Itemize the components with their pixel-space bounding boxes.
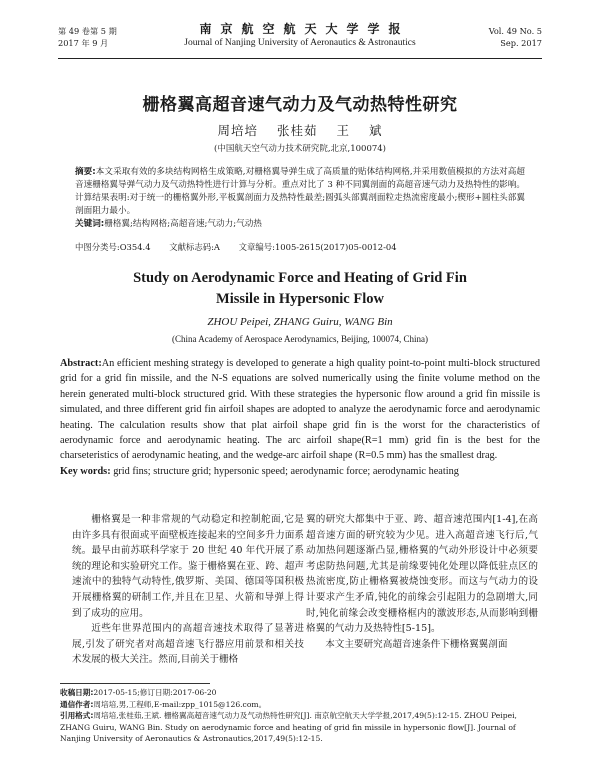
citation-label: 引用格式: — [60, 711, 94, 720]
classification-row — [75, 241, 525, 253]
header-center — [58, 22, 542, 49]
abstract-cn — [75, 166, 525, 218]
footnotes — [60, 687, 540, 745]
keywords-en-text: grid fins; structure grid; hypersonic speed; aerodynamic force; aerodynamic heating — [113, 465, 459, 477]
journal-name-cn: 南京航空航天大学学报 — [199, 22, 410, 36]
body-paragraph: 近些年世界范围内的高超音速技术取得了显著进展,引发了研究者对高超音速飞行器应用前景和相关技术发展的极大关注。然而,目前关于栅格 — [72, 623, 304, 666]
article-number: 文章编号:1005-2615(2017)05-0012-04 — [238, 242, 397, 252]
footnote-author — [60, 699, 540, 711]
footnote-citation — [60, 710, 540, 745]
header-rule — [58, 58, 542, 59]
received-dates: 2017-05-15;修订日期:2017-06-20 — [93, 688, 217, 697]
authors-en: ZHOU Peipei, ZHANG Guiru, WANG Bin — [207, 316, 393, 328]
keywords-en-label: Key words: — [60, 465, 111, 477]
date-cn: 2017 年 9 月 — [58, 37, 109, 48]
author-contact: 周培培,男,工程师,E-mail:zpp_1015@126.com。 — [93, 699, 267, 709]
date-en: Sep. 2017 — [500, 37, 542, 48]
abstract-en — [60, 356, 540, 464]
keywords-cn-text: 栅格翼;结构网格;高超音速;气动力;气动热 — [104, 219, 262, 229]
footnote-rule — [60, 683, 210, 684]
abstract-en-label: Abstract: — [60, 358, 102, 369]
keywords-cn — [75, 218, 525, 231]
abstract-cn-block — [75, 166, 525, 231]
header-right — [489, 26, 542, 49]
keywords-cn-label: 关键词: — [75, 219, 105, 229]
body-paragraph: 栅格翼是一种非常规的气动稳定和控制舵面,它是由许多具有很面或平面壁板连接起来的空间多升力面系统。最早由前苏联科学家于 20 世纪 40 年代开展了系统的理论和实验研究工作。鉴于栅格翼在亚、跨、超声速流中的独特气动特性,俄罗斯、美国、德国等国积极开展栅格翼的研制工作,并且在卫星、火箭和导弹上得到了成功的应用。 — [72, 514, 304, 619]
abstract-cn-label: 摘要: — [75, 167, 96, 177]
journal-name-en: Journal of Nanjing University of Aeronautics & Astronautics — [184, 38, 416, 48]
citation-text: 周培培,张桂茹,王斌. 栅格翼高超音速气动力及气动热特性研究[J]. 南京航空航天大学学报,2017,49(5):12-15. ZHOU Peipei, ZHANG Guiru, WANG Bin. Study on aerodynamic force and heating of grid fin missile in hypersonic flow[J]. Journal of Nanjing University of Aeronautics & Astronautics,2017,49(5):12-15. — [60, 711, 517, 743]
author-label: 通信作者: — [60, 699, 94, 709]
title-cn: 栅格翼高超音速气动力及气动热特性研究 — [142, 95, 458, 115]
abstract-cn-text: 本文采取有效的多块结构网格生成策略,对栅格翼导弹生成了高质量的贴体结构网格,并采用数值模拟的方法对高超音速栅格翼导弹气动力及气动热特性进行计算与分析。重点对比了 3 种不同翼剖面的高超音速气动力及热特性的影响。计算结果表明:对于统一的栅格翼外形,平板翼剖面力及热特性最差;圆弧头部翼剖面粒走热流密度最小;楔形+圆柱头部翼剖面阻力最小。 — [75, 167, 526, 216]
body-column-left — [72, 512, 304, 668]
title-en — [0, 268, 600, 310]
title-en-line2: Missile in Hypersonic Flow — [216, 291, 384, 307]
received-label: 收稿日期: — [60, 688, 94, 697]
volume-cn: 第 49 卷第 5 期 — [58, 26, 117, 36]
clc-number: 中图分类号:O354.4 — [75, 242, 151, 252]
body-paragraph: 本文主要研究高超音速条件下栅格翼翼剖面 — [325, 638, 508, 650]
authors-cn: 周培培 张桂茹 王 斌 — [217, 123, 383, 138]
document-code: 文献标志码:A — [169, 242, 220, 252]
footnote-received — [60, 687, 540, 699]
keywords-en — [60, 464, 540, 479]
affiliation-cn: (中国航天空气动力技术研究院,北京,100074) — [214, 144, 386, 154]
abstract-en-text: An efficient meshing strategy is developed to generate a high quality point-to-point multi-block structured grid for a grid fin missile, and the N-S equations are solved numerically using the finite volume method on the herein generated multi-block structured grid. With these strategies the hypersonic flow around a grid fin missile is simulated, and three different grid fin airfoil shapes are adopted to analyze the aerodynamic force and aerodynamic heating. The calculation results show that plat airfoil shape grid fin is the worst for the characteristics of aerodynamic force and aerodynamic heating. The arc airfoil shape(R=1 mm) grid fin is the best for the charseteristics of aerodynamic heating, and the wedge-arc airfoil shape (R=0.5 mm) has the smallest drag. — [60, 358, 540, 462]
body-column-right — [306, 512, 538, 652]
title-en-line1: Study on Aerodynamic Force and Heating of Grid Fin — [133, 270, 467, 286]
affiliation-en: (China Academy of Aerospace Aerodynamics, Beijing, 100074, China) — [172, 334, 428, 344]
running-header — [58, 22, 542, 56]
abstract-en-block — [60, 356, 540, 479]
body-paragraph: 翼的研究大都集中于亚、跨、超音速范围内[1-4],在高超音速方面的研究较为少见。进入高超音速飞行后,气动加热问题逐渐凸显,栅格翼的气动外形设计中必须要考虑防热问题,尤其是前缘要钝化处理以降低驻点区的热流密度,防止栅格翼被烧蚀变形。而这与气动力的设计要求产生矛盾,钝化的前缘会引起阻力的急剧增大,同时,钝化前缘会改变栅格框内的激波形态,从而影响到栅格翼的气动力及热特性[5-15]。 — [306, 514, 538, 635]
volume-en: Vol. 49 No. 5 — [488, 26, 542, 36]
